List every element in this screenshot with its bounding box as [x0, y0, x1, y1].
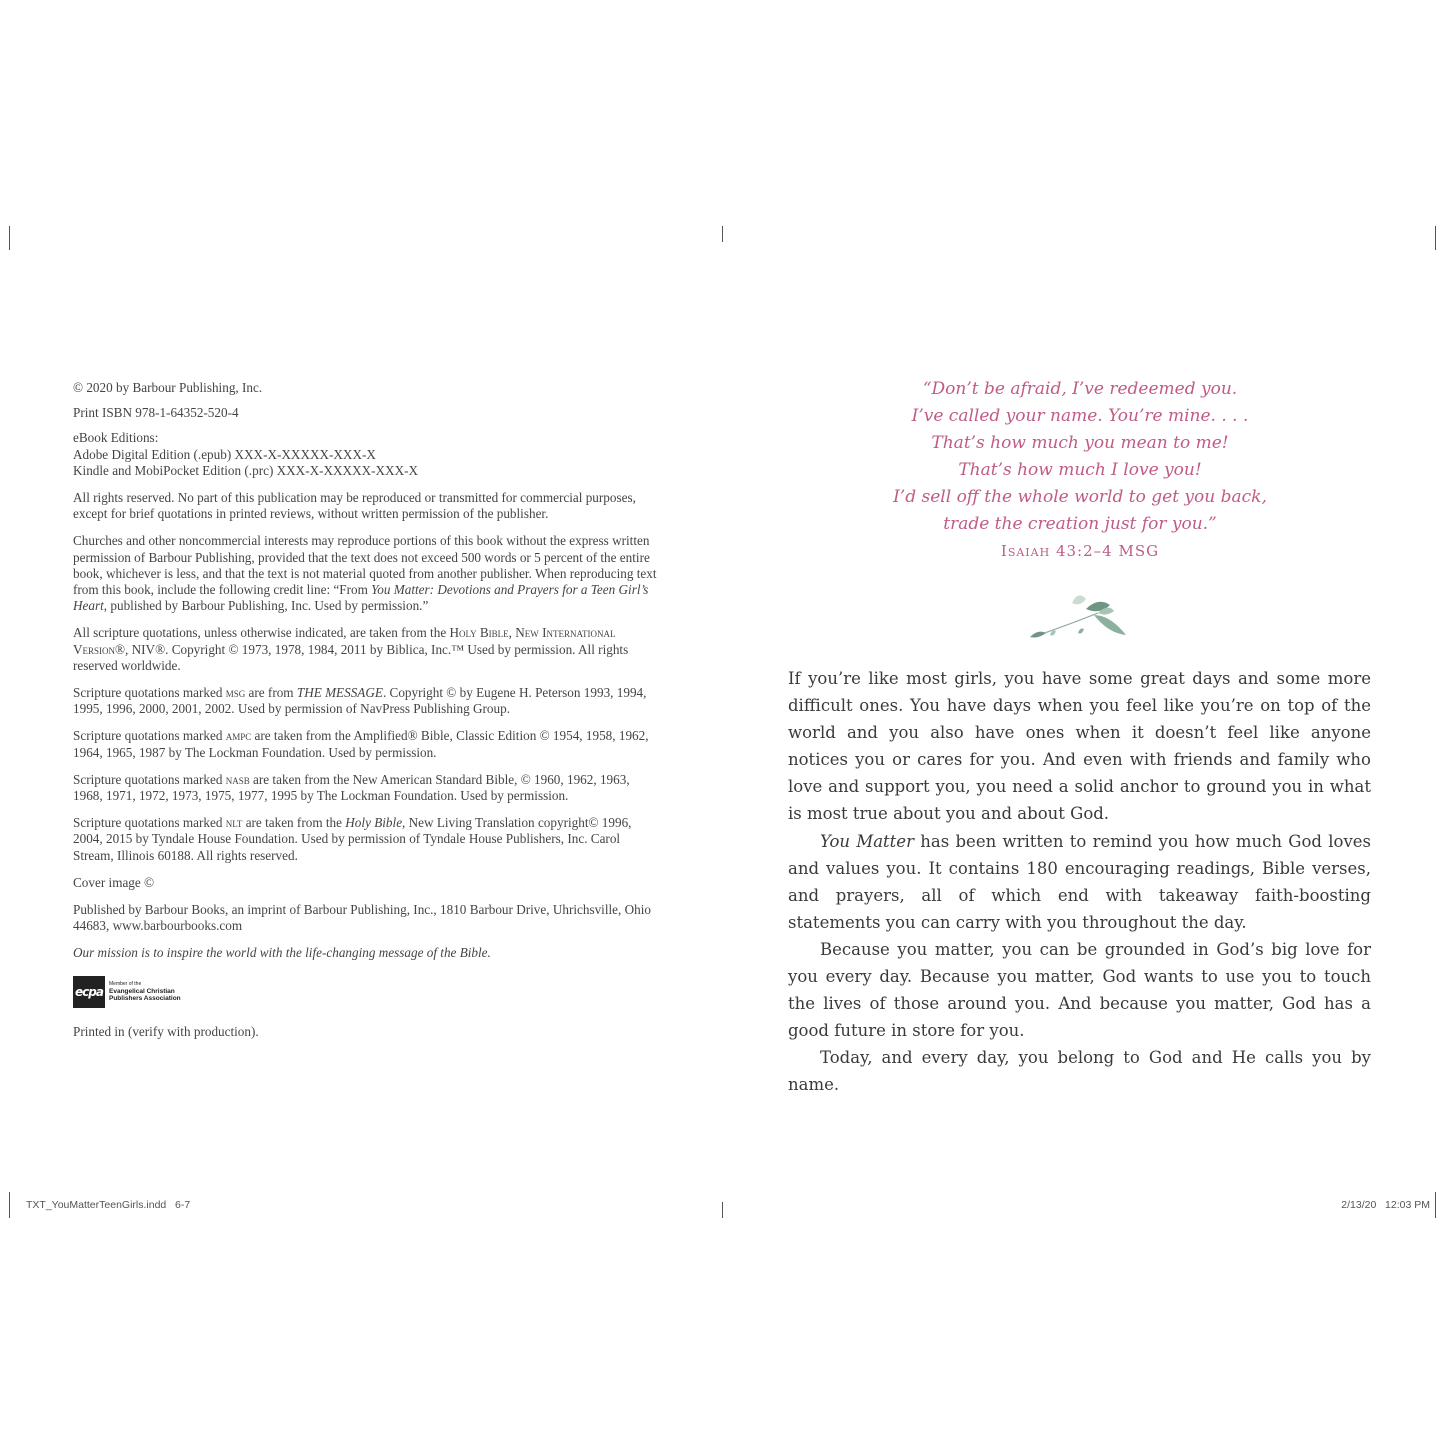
ampc-paragraph [73, 728, 658, 760]
ecpa-logo-icon: ecpa [73, 976, 105, 1008]
crop-mark-right-bottom [1435, 1192, 1436, 1218]
msg-text-a: Scripture quotations marked [73, 685, 226, 701]
ampc-abbrev: ampc [225, 728, 252, 744]
ampc-text-a: Scripture quotations marked [73, 728, 226, 744]
verse-line-4: That’s how much I love you! [958, 460, 1202, 480]
fold-mark-bottom [722, 1202, 723, 1218]
introduction-body [788, 665, 1371, 1099]
fold-mark-top [722, 226, 723, 242]
niv-paragraph [73, 625, 658, 674]
ecpa-name: Evangelical Christian Publishers Association [109, 988, 181, 1003]
body-paragraph-3: Because you matter, you can be grounded in God’s big love for you every day. Because you matter, God wants to use you to touch the lives of those around you. And because you matter, God has a good future in store for you. [788, 939, 1371, 1041]
copyright-line: © 2020 by Barbour Publishing, Inc. [73, 380, 263, 395]
body-paragraph-2-text: has been written to remind you how much God loves and values you. It contains 180 encouraging readings, Bible verses, and prayers, all of which end with takeaway faith-boosting statements you can carry with you throughout the day. [788, 831, 1371, 932]
churches-paragraph [73, 533, 658, 614]
msg-abbrev: msg [225, 685, 246, 701]
nlt-text-c: , New Living Translation copyright© 1996, 2004, 2015 by Tyndale House Foundation. Used by permission of Tyndale House Publishers, Inc. Carol Stream, Illinois 60188. All rights reserved. [73, 815, 632, 863]
epigraph-verse [880, 376, 1280, 565]
nasb-abbrev: nasb [225, 771, 250, 787]
crop-mark-left-top [9, 226, 10, 250]
book-title-inline: You Matter [820, 831, 914, 851]
date-slug: 2/13/20 12:03 PM [1341, 1199, 1430, 1211]
msg-text-b: are from [245, 685, 297, 701]
body-paragraph-1: If you’re like most girls, you have some great days and some more difficult ones. You have days when you feel like you’re on top of the world and you also have ones when it doesn’t feel like anyone notices you or cares for you. And even with friends and family who love and support you, you need a solid anchor to ground you in what is most true about you and about God. [788, 669, 1371, 824]
rights-paragraph: All rights reserved. No part of this publication may be reproduced or transmitted for commercial purposes, except for brief quotations in printed reviews, without written permission of the publisher. [73, 490, 636, 522]
nasb-paragraph [73, 772, 658, 804]
verse-reference: Isaiah 43:2–4 MSG [1000, 542, 1160, 560]
verse-line-6: trade the creation just for you.” [943, 514, 1217, 534]
nlt-title: Holy Bible [345, 815, 403, 831]
niv-text-a: All scripture quotations, unless otherwise indicated, are taken from the [73, 625, 450, 641]
nlt-paragraph [73, 815, 658, 864]
isbn-line: Print ISBN 978-1-64352-520-4 [73, 405, 239, 421]
crop-mark-left-bottom [9, 1192, 10, 1218]
ecpa-logo-block [73, 976, 658, 1008]
body-paragraph-4: Today, and every day, you belong to God and He calls you by name. [788, 1048, 1371, 1095]
ampc-text-b: are taken from the Amplified® Bible, Classic Edition © 1954, 1958, 1962, 1964, 1965, 1987 by The Lockman Foundation. Used by permission. [73, 728, 649, 760]
cover-image-credit: Cover image © [73, 874, 155, 890]
ebook-editions [73, 430, 658, 479]
nasb-text-b: are taken from the New American Standard Bible, © 1960, 1962, 1963, 1968, 1971, 1972, 1973, 1975, 1977, 1995 by The Lockman Foundation. Used by permission. [73, 771, 630, 804]
nlt-text-b: are taken from the [242, 815, 346, 831]
copyright-page [73, 380, 658, 1051]
verse-line-3: That’s how much you mean to me! [931, 433, 1229, 453]
ebook-heading: eBook Editions: [73, 430, 159, 446]
msg-paragraph [73, 685, 658, 717]
file-slug: TXT_YouMatterTeenGirls.indd 6-7 [26, 1199, 191, 1211]
verse-line-1: “Don’t be afraid, I’ve redeemed you. [922, 379, 1238, 399]
nlt-text-a: Scripture quotations marked [73, 815, 226, 831]
ecpa-label [109, 981, 189, 1002]
mission-text: Our mission is to inspire the world with the life-changing message of the Bible. [73, 945, 491, 961]
msg-text-c: . Copyright © by Eugene H. Peterson 1993, 1994, 1995, 1996, 2000, 2001, 2002. Used by permission of NavPress Publishing Group. [73, 685, 647, 717]
verse-line-5: I’d sell off the whole world to get you back, [893, 487, 1267, 507]
ebook-kindle: Kindle and MobiPocket Edition (.prc) XXX-X-XXXXX-XXX-X [73, 462, 419, 478]
churches-text-b: , published by Barbour Publishing, Inc. Used by permission.” [103, 598, 429, 614]
ecpa-member: Member of the [109, 981, 142, 988]
crop-mark-right-top [1435, 226, 1436, 250]
msg-title: THE MESSAGE [296, 685, 383, 701]
body-paragraph-2 [788, 828, 1371, 936]
verse-line-2: I’ve called your name. You’re mine. . . . [911, 406, 1249, 426]
niv-text-b: ®, NIV®. Copyright © 1973, 1978, 1984, 2011 by Biblica, Inc.™ Used by permission. All rights reserved worldwide. [73, 641, 629, 673]
publisher-paragraph: Published by Barbour Books, an imprint of Barbour Publishing, Inc., 1810 Barbour Drive, Uhrichsville, Ohio 44683, www.barbourbooks.com [73, 902, 651, 934]
printed-in-line: Printed in (verify with production). [73, 1023, 259, 1039]
mission-statement [73, 945, 658, 961]
churches-text-a: Churches and other noncommercial interests may reproduce portions of this book without the express written permission of Barbour Publishing, provided that the text does not exceed 500 words or 5 percent of the entire book, whichever is less, and that the text is not material quoted from another publisher. When reproducing text from this book, include the following credit line: “From [73, 533, 657, 598]
niv-bible-name: Holy Bible, New International Version [73, 625, 616, 657]
nasb-text-a: Scripture quotations marked [73, 771, 226, 787]
nlt-abbrev: nlt [225, 815, 243, 831]
ebook-adobe: Adobe Digital Edition (.epub) XXX-X-XXXXX-XXX-X [73, 446, 376, 462]
leaf-sprig-icon [1028, 585, 1132, 645]
book-title: You Matter: Devotions and Prayers for a Teen Girl’s Heart [73, 582, 649, 614]
